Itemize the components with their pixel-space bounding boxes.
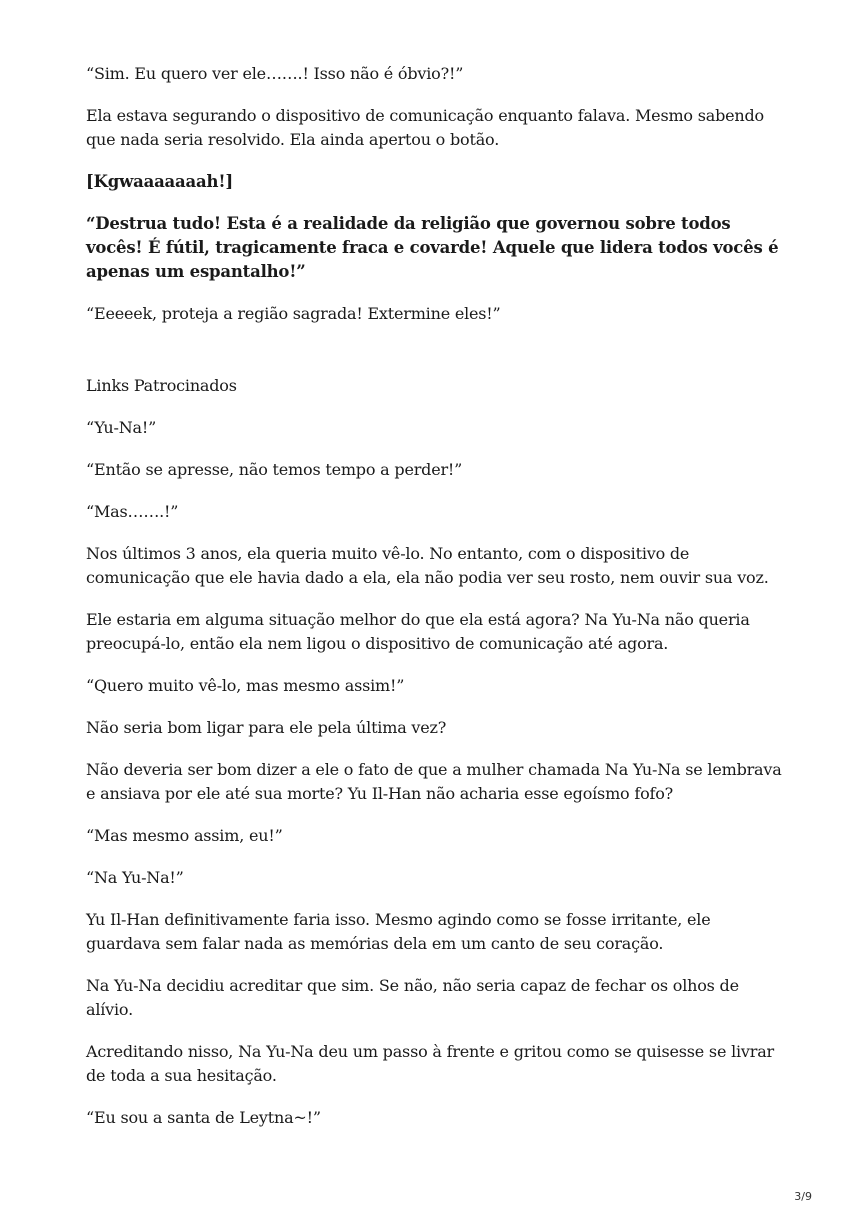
sponsored-links-label: Links Patrocinados: [86, 376, 237, 395]
paragraph: Ela estava segurando o dispositivo de comunicação enquanto falava. Mesmo sabendo que nada seria resolvido. Ela ainda apertou o botão.: [86, 106, 764, 149]
paragraph: Não seria bom ligar para ele pela última vez?: [86, 718, 447, 737]
paragraph: Acreditando nisso, Na Yu-Na deu um passo à frente e gritou como se quisesse se livrar de toda a sua hesitação.: [86, 1042, 775, 1085]
paragraph: “Eu sou a santa de Leytna~!”: [86, 1108, 321, 1127]
paragraph-bold: “Destrua tudo! Esta é a realidade da religião que governou sobre todos vocês! É fútil, tragicamente fraca e covarde! Aquele que lidera todos vocês é apenas um espantalho!”: [86, 214, 779, 281]
paragraph: “Na Yu-Na!”: [86, 868, 184, 887]
paragraph: “Mas mesmo assim, eu!”: [86, 826, 283, 845]
paragraph: “Yu-Na!”: [86, 418, 157, 437]
paragraph: “Sim. Eu quero ver ele…….! Isso não é óbvio?!”: [86, 64, 464, 83]
paragraph-bold: [Kgwaaaaaaah!]: [86, 172, 233, 191]
paragraph: “Eeeeek, proteja a região sagrada! Extermine eles!”: [86, 304, 501, 323]
paragraph: Na Yu-Na decidiu acreditar que sim. Se não, não seria capaz de fechar os olhos de alívio.: [86, 976, 739, 1019]
paragraph: Não deveria ser bom dizer a ele o fato de que a mulher chamada Na Yu-Na se lembrava e ansiava por ele até sua morte? Yu Il-Han não acharia esse egoísmo fofo?: [86, 760, 782, 803]
document-body: [86, 62, 786, 1148]
paragraph: Ele estaria em alguma situação melhor do que ela está agora? Na Yu-Na não queria preocupá-lo, então ela nem ligou o dispositivo de comunicação até agora.: [86, 610, 750, 653]
paragraph: “Mas…….!”: [86, 502, 179, 521]
page-number: 3/9: [794, 1190, 812, 1203]
paragraph: “Então se apresse, não temos tempo a perder!”: [86, 460, 463, 479]
paragraph: “Quero muito vê-lo, mas mesmo assim!”: [86, 676, 405, 695]
paragraph: Yu Il-Han definitivamente faria isso. Mesmo agindo como se fosse irritante, ele guardava sem falar nada as memórias dela em um canto de seu coração.: [86, 910, 711, 953]
paragraph: Nos últimos 3 anos, ela queria muito vê-lo. No entanto, com o dispositivo de comunicação que ele havia dado a ela, ela não podia ver seu rosto, nem ouvir sua voz.: [86, 544, 769, 587]
